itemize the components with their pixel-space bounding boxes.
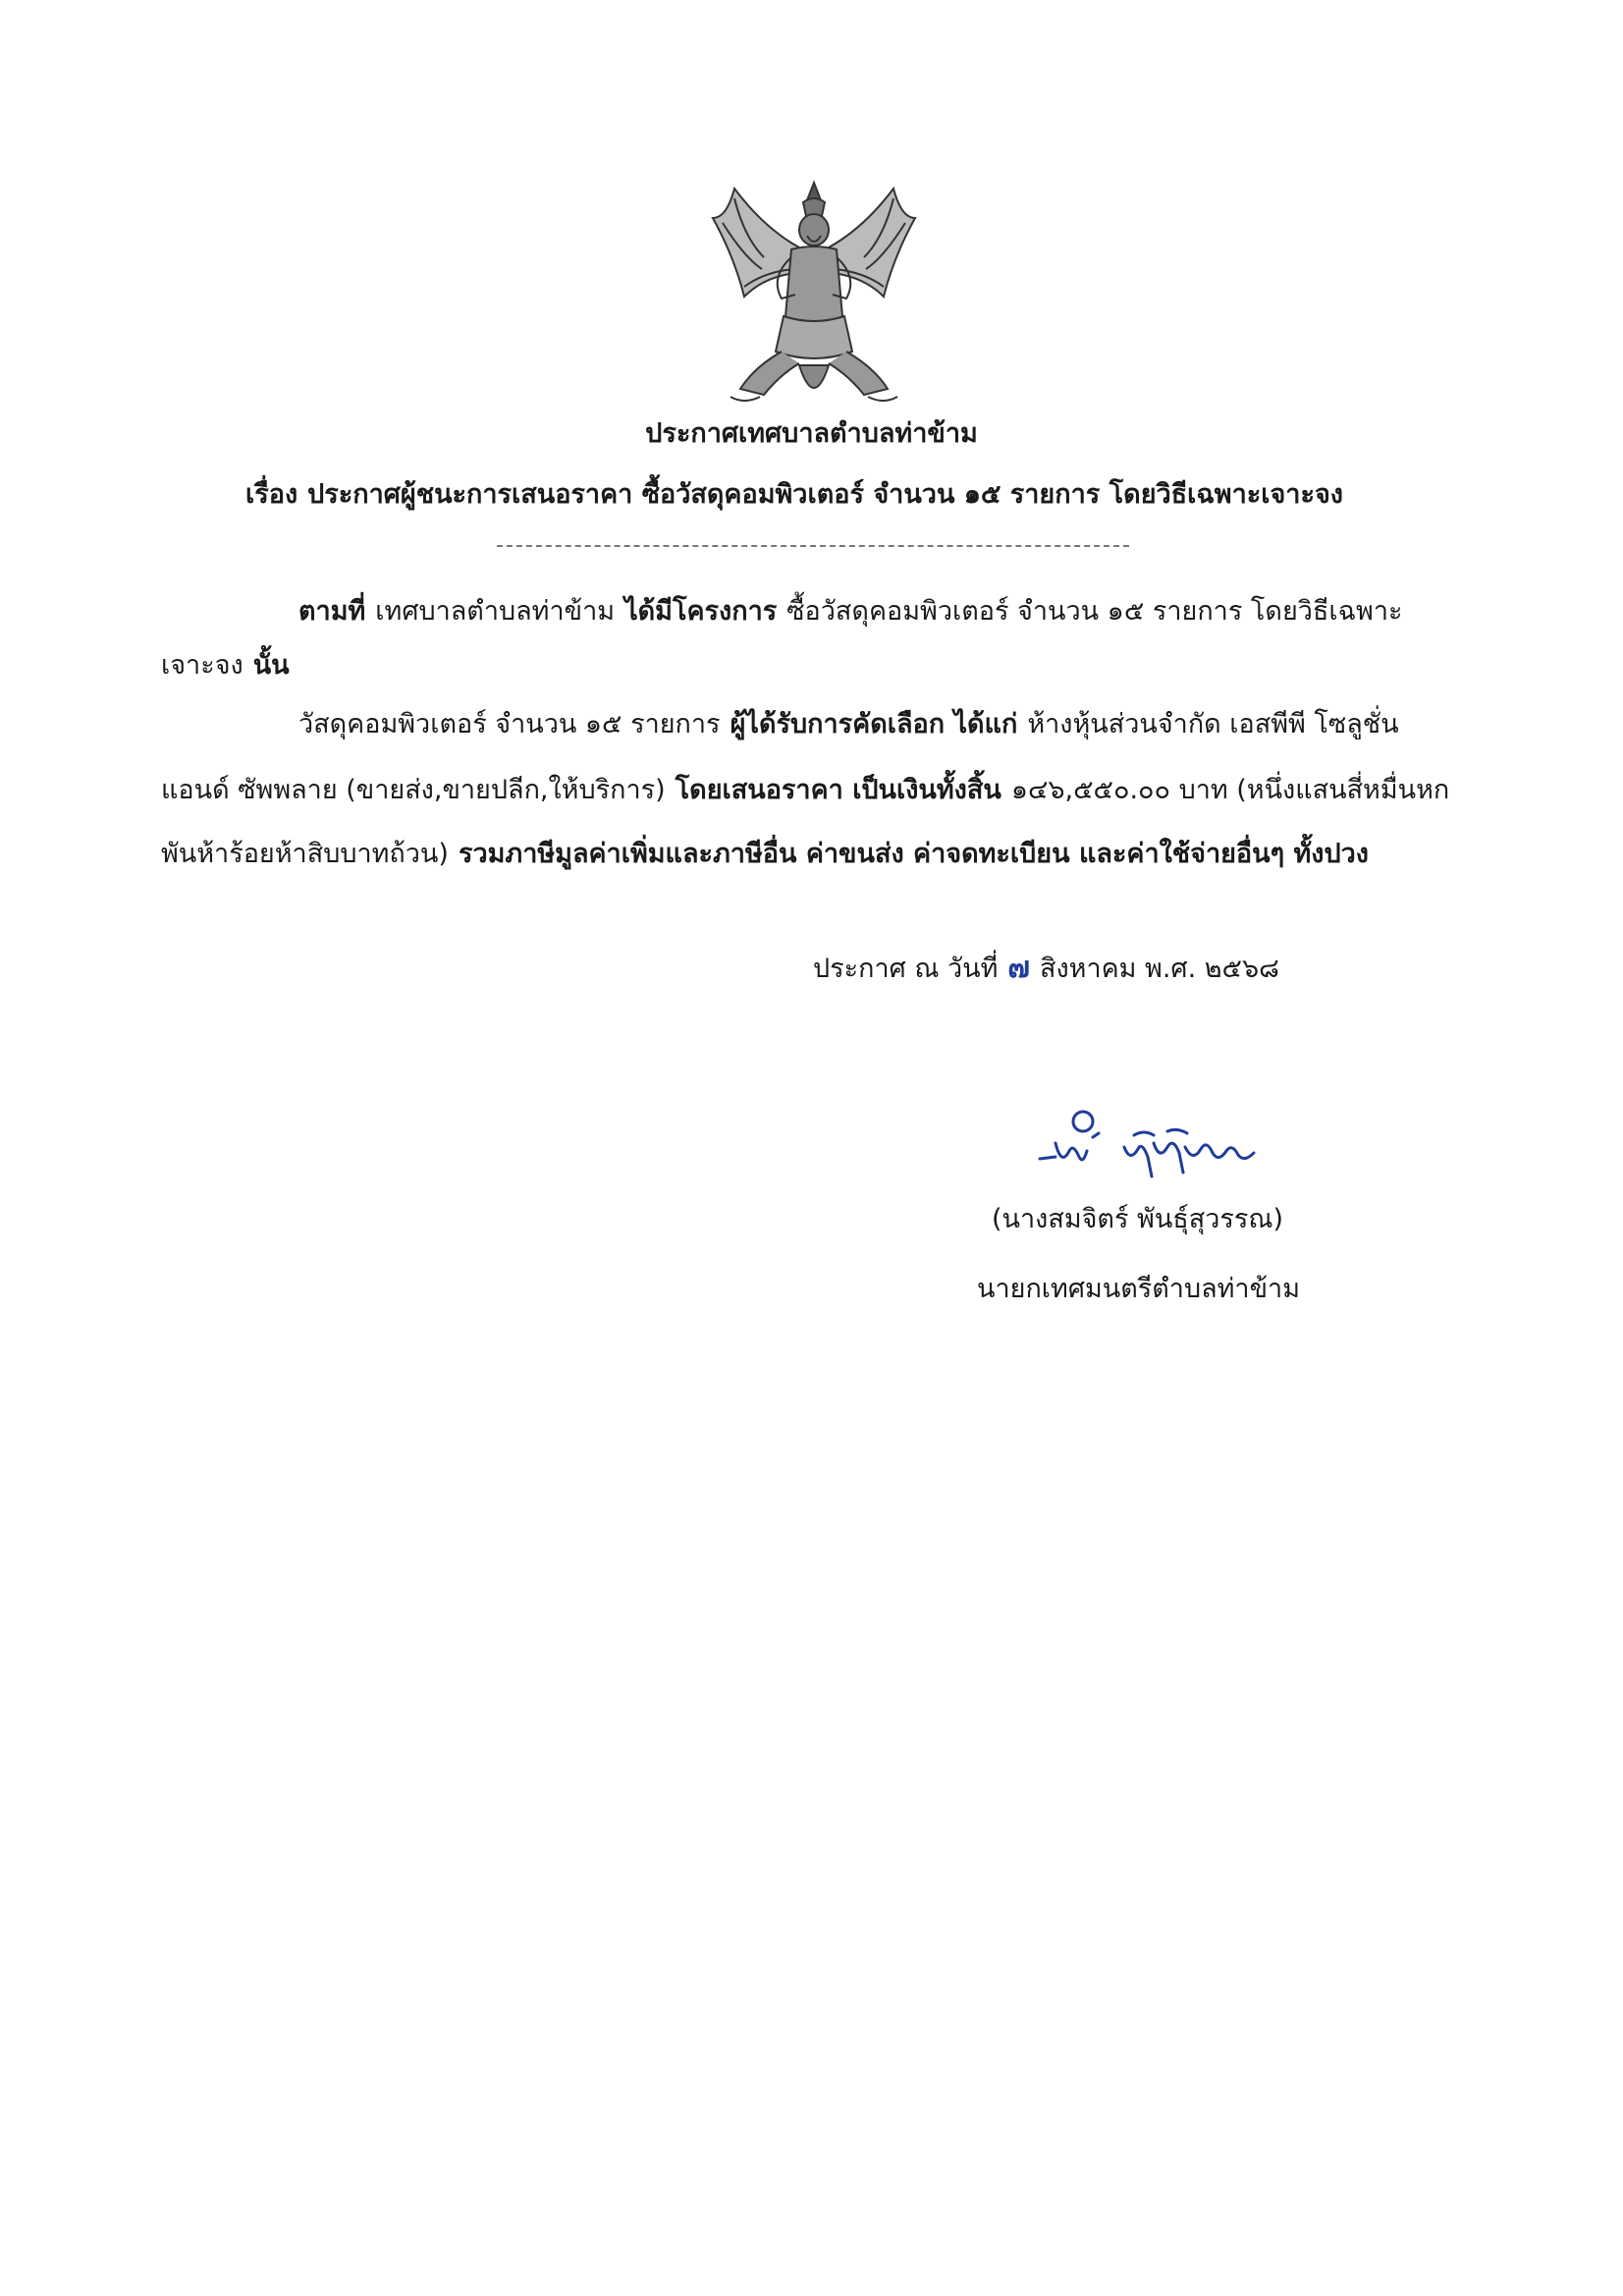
signatory-name: (นางสมจิตร์ พันธุ์สุวรรณ) [992, 1204, 1284, 1234]
date-prefix: ประกาศ ณ วันที่ [813, 954, 999, 984]
subject-label: เรื่อง [245, 479, 298, 510]
subject-line [245, 475, 1343, 515]
para1-project: ซื้อวัสดุคอมพิวเตอร์ จำนวน ๑๕ รายการ โดยวิธีเฉพาะ [786, 596, 1403, 627]
para2-vendor: ห้างหุ้นส่วนจำกัด เอสพีพี โซลูชั่น [1027, 709, 1399, 739]
para2-amount: ๑๔๖,๕๕๐.๐๐ บาท (หนึ่งแสนสี่หมื่นหก [1010, 775, 1450, 805]
paragraph-1-line-2 [161, 646, 290, 685]
announcement-title: ประกาศเทศบาลตำบลท่าข้าม [645, 418, 978, 449]
para1-continuation: เจาะจง [161, 650, 243, 681]
para1-project-label: ได้มีโครงการ [624, 596, 778, 627]
para1-lead: ตามที่ [298, 596, 366, 627]
paragraph-2-line-2 [161, 771, 1449, 810]
para2-vendor-cont: แอนด์ ซัพพลาย (ขายส่ง,ขายปลีก,ให้บริการ) [161, 775, 666, 805]
garuda-emblem-icon [705, 179, 923, 412]
para1-end: นั้น [252, 650, 290, 681]
para2-winner-label: ผู้ได้รับการคัดเลือก ได้แก่ [730, 709, 1018, 739]
date-day: ๗ [1007, 951, 1030, 985]
subject-text: ประกาศผู้ชนะการเสนอราคา ซื้อวัสดุคอมพิวเตอร์ จำนวน ๑๕ รายการ โดยวิธีเฉพาะเจาะจง [307, 479, 1343, 510]
para1-org: เทศบาลตำบลท่าข้าม [375, 596, 616, 627]
para2-amount-words: พันห้าร้อยห้าสิบบาทถ้วน) [161, 839, 449, 869]
para2-price-label: โดยเสนอราคา เป็นเงินทั้งสิ้น [675, 775, 1001, 805]
para2-item: วัสดุคอมพิวเตอร์ จำนวน ๑๕ รายการ [298, 709, 721, 739]
handwritten-signature [1036, 1108, 1281, 1196]
announcement-date [813, 949, 1279, 989]
paragraph-2-line-3 [161, 835, 1369, 874]
date-month-year: สิงหาคม พ.ศ. ๒๕๖๘ [1039, 954, 1279, 984]
paragraph-2-line-1 [298, 705, 1399, 744]
paragraph-1-line-1 [298, 592, 1403, 631]
separator-line [497, 545, 1129, 547]
para2-inclusions: รวมภาษีมูลค่าเพิ่มและภาษีอื่น ค่าขนส่ง ค่าจดทะเบียน และค่าใช้จ่ายอื่นๆ ทั้งปวง [458, 839, 1369, 869]
signatory-position: นายกเทศมนตรีตำบลท่าข้าม [977, 1274, 1300, 1304]
